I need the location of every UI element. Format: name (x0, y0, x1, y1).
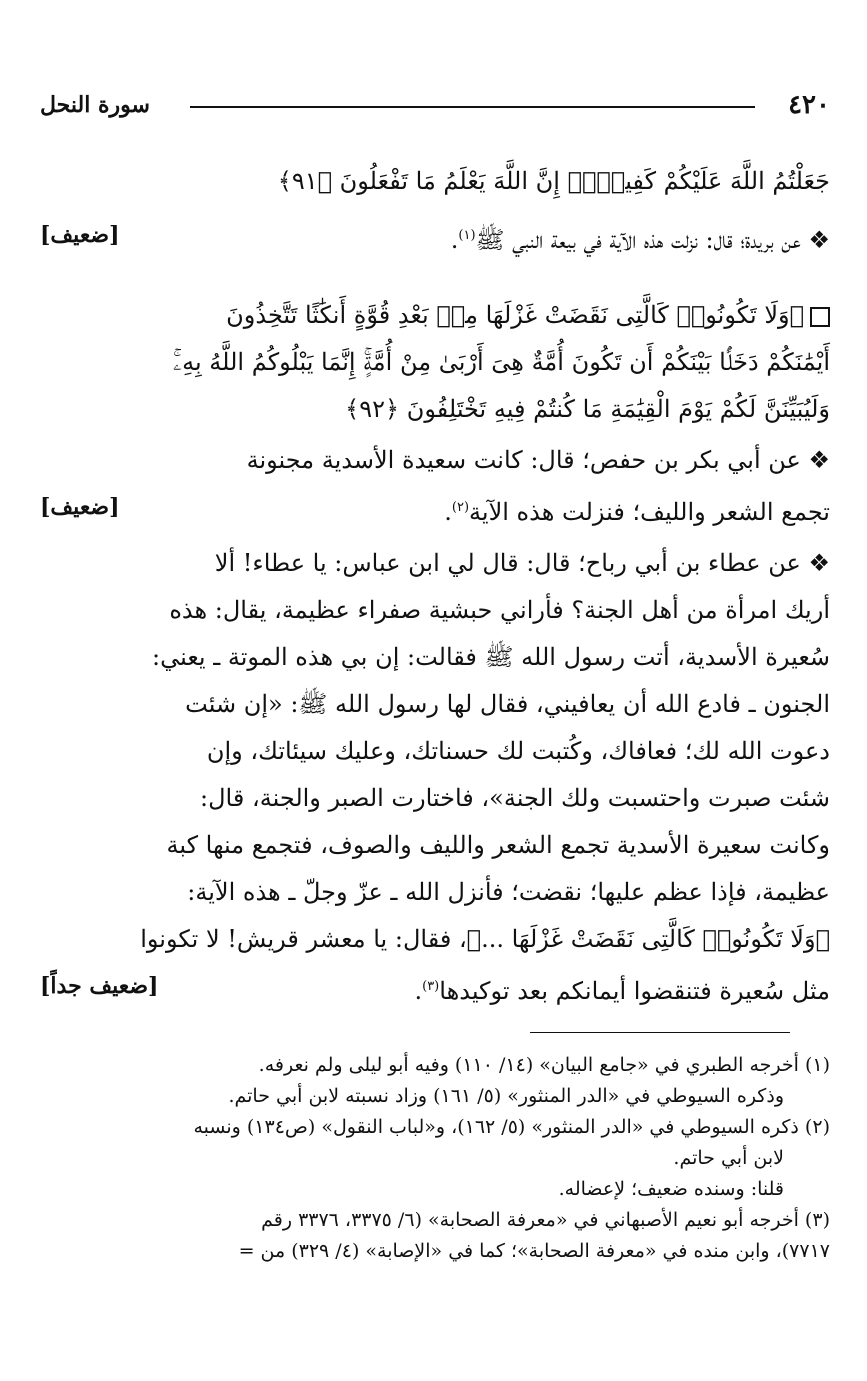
hadith-line: سُعيرة الأسدية، أتت رسول الله ﷺ فقالت: إن بي هذه الموتة ـ يعني: (152, 643, 830, 671)
surah-name: سورة النحل (40, 92, 150, 118)
hadith-ata (40, 540, 830, 1010)
page-header (40, 90, 830, 130)
hadith-line: شئت صبرت واحتسبت ولك الجنة»، فاختارت الصبر والجنة، قال: (200, 784, 830, 812)
quran-line: ﴿وَلَا تَكُونُوا۟ كَالَّتِى نَقَضَتْ غَزْلَهَا مِنۢ بَعْدِ قُوَّةٍ أَنكَٰثًا تَتَّخِذُونَ (40, 292, 830, 339)
quran-line: وَلَيُبَيِّنَنَّ لَكُمْ يَوْمَ الْقِيَٰمَةِ مَا كُنتُمْ فِيهِ تَخْتَلِفُونَ ﴿٩٢﴾ (345, 395, 830, 423)
quran-line: أَيْمَٰنَكُمْ دَخَلًۢا بَيْنَكُمْ أَن تَكُونَ أُمَّةٌ هِىَ أَرْبَىٰ مِنْ أُمَّةٍۚ إِنَّمَا يَبْلُوكُمُ اللَّهُ بِهِۦۚ (173, 348, 830, 376)
footnote-divider (530, 1032, 790, 1033)
hadith-line: ❖ عن عطاء بن أبي رباح؛ قال: قال لي ابن عباس: يا عطاء! ألا (214, 549, 830, 577)
footnote-line: (١) أخرجه الطبري في «جامع البيان» (١٤/ ١١٠) وفيه أبو ليلى ولم نعرفه. (258, 1054, 830, 1076)
hadith-line: أريك امرأة من أهل الجنة؟ فأراني حبشية صفراء عظيمة، يقال: هذه (169, 596, 830, 624)
quran-line: جَعَلْتُمُ اللَّهَ عَلَيْكُمْ كَفِيلًاۚ إِنَّ اللَّهَ يَعْلَمُ مَا تَفْعَلُونَ ﴿٩١﴾ (277, 167, 830, 195)
hadith-line: عظيمة، فإذا عظم عليها؛ نقضت؛ فأنزل الله ـ عزّ وجلّ ـ هذه الآية: (187, 878, 830, 906)
header-rule (190, 106, 755, 108)
footnotes (40, 1050, 830, 1267)
hadith-line: تجمع الشعر والليف؛ فنزلت هذه الآية$^{(٢)}$. [ضعيف] (40, 484, 830, 531)
footnote-line: ٧٧١٧)، وابن منده في «معرفة الصحابة»؛ كما في «الإصابة» (٤/ ٣٢٩) من = (238, 1240, 830, 1262)
hadith-line: الجنون ـ فادع الله أن يعافيني، فقال لها رسول الله ﷺ: «إن شئت (185, 690, 830, 718)
hadith-line: وكانت سعيرة الأسدية تجمع الشعر والليف والصوف، فتجمع منها كبة (166, 831, 830, 859)
hadith-buraydah (40, 212, 830, 259)
hadith-text: ❖ عن بريدة؛ قال: نزلت هذه الآية في بيعة النبي ﷺ (475, 226, 830, 254)
grade-label: [ضعيف] (40, 494, 120, 520)
footnote-line: (٣) أخرجه أبو نعيم الأصبهاني في «معرفة الصحابة» (٦/ ٣٣٧٥، ٣٣٧٦ رقم (261, 1209, 830, 1231)
footnote-line: لابن أبي حاتم. (673, 1147, 784, 1169)
footnote-line: وذكره السيوطي في «الدر المنثور» (٥/ ١٦١) وزاد نسبته لابن أبي حاتم. (228, 1085, 784, 1107)
section-box-icon (810, 307, 830, 327)
hadith-line: ❖ عن أبي بكر بن حفص؛ قال: كانت سعيدة الأسدية مجنونة (246, 446, 830, 474)
hadith-line: ﴿وَلَا تَكُونُوا۟ كَالَّتِى نَقَضَتْ غَزْلَهَا ...﴾، فقال: يا معشر قريش! لا تكونوا (140, 925, 830, 953)
hadith-line: ❖ عن بريدة؛ قال: نزلت هذه الآية في بيعة النبي ﷺ$^{(١)}$. [ضعيف] (40, 212, 830, 259)
hadith-abu-bakr (40, 437, 830, 531)
footnote-ref: (٢) (451, 500, 470, 515)
footnote-line: (٢) ذكره السيوطي في «الدر المنثور» (٥/ ١٦٢)، و«لباب النقول» (ص١٣٤) ونسبه (193, 1116, 830, 1138)
grade-label: [ضعيف] (40, 222, 120, 248)
hadith-line: دعوت الله لك؛ فعافاك، وكُتبت لك حسناتك، وعليك سيئاتك، وإن (206, 737, 830, 765)
footnote-ref: (٣) (422, 979, 440, 994)
hadith-line: مثل سُعيرة فتنقضوا أيمانكم بعد توكيدها$^{(٣)}$. [ضعيف جداً] (40, 963, 830, 1010)
footnote-line: قلنا: وسنده ضعيف؛ لإعضاله. (558, 1178, 784, 1200)
page-number: ٤٢٠ (788, 90, 830, 120)
grade-label: [ضعيف جداً] (40, 973, 159, 999)
ayah-91-end (40, 158, 830, 205)
ayah-92 (40, 292, 830, 433)
footnote-ref: (١) (458, 228, 476, 243)
